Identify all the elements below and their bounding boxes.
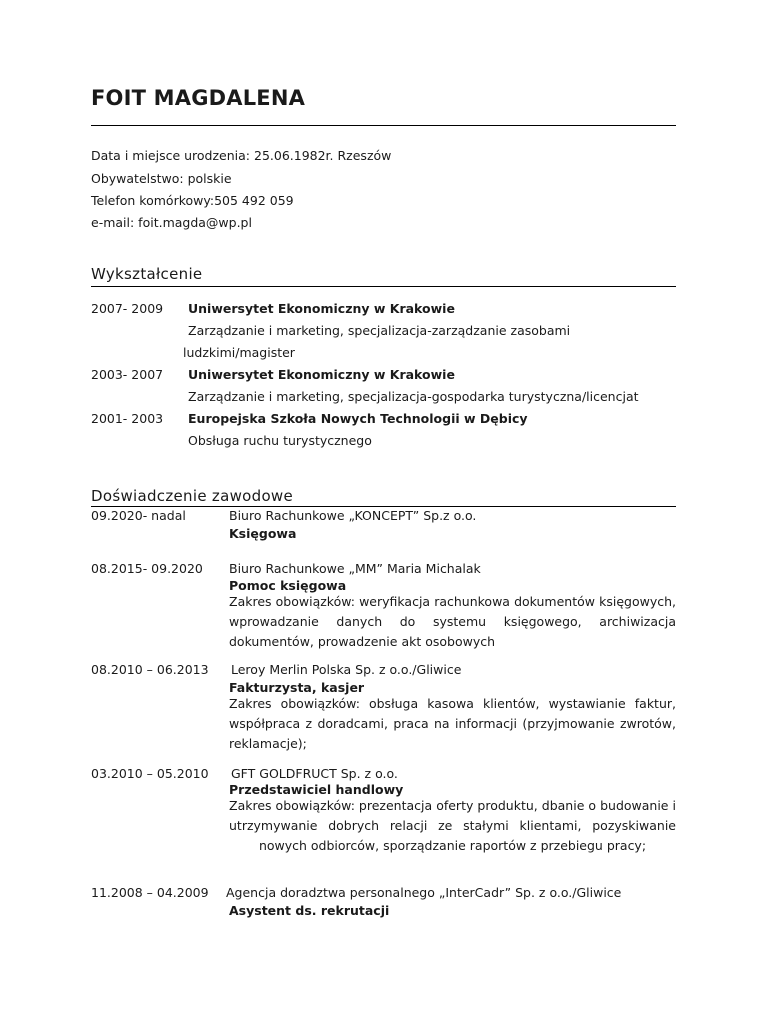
- education-dates: 2003- 2007: [91, 367, 164, 382]
- experience-dates: 08.2010 – 06.2013: [91, 662, 209, 677]
- experience-duties: Zakres obowiązków: obsługa kasowa klientów, wystawianie faktur, współpraca z doradcami, praca na informacji (przyjmowanie zwrotów, reklamacje);: [229, 696, 676, 751]
- experience-dates: 03.2010 – 05.2010: [91, 766, 209, 781]
- birth-info: Data i miejsce urodzenia: 25.06.1982r. Rzeszów: [91, 148, 392, 163]
- experience-company: Biuro Rachunkowe „KONCEPT” Sp.z o.o.: [229, 508, 477, 523]
- education-school: Europejska Szkoła Nowych Technologii w Dębicy: [188, 411, 528, 426]
- experience-position: Księgowa: [229, 526, 297, 541]
- experience-position: Przedstawiciel handlowy: [229, 782, 404, 797]
- experience-position: Pomoc księgowa: [229, 578, 347, 593]
- experience-duties: Zakres obowiązków: weryfikacja rachunkowa dokumentów księgowych, wprowadzanie danych do systemu księgowego, archiwizacja dokumentów, prowadzenie akt osobowych: [229, 594, 676, 649]
- experience-company: GFT GOLDFRUCT Sp. z o.o.: [231, 766, 398, 781]
- education-school: Uniwersytet Ekonomiczny w Krakowie: [188, 367, 455, 382]
- experience-duties: Zakres obowiązków: prezentacja oferty produktu, dbanie o budowanie i utrzymywanie dobrych relacji ze stałymi klientami, pozyskiwanie nowych odbiorców, sporządzanie raportów z przebiegu pracy;: [229, 798, 676, 853]
- email-info: e-mail: foit.magda@wp.pl: [91, 215, 252, 230]
- experience-position: Fakturzysta, kasjer: [229, 680, 365, 695]
- cv-name: FOIT MAGDALENA: [91, 86, 306, 110]
- experience-company: Biuro Rachunkowe „MM” Maria Michalak: [229, 561, 481, 576]
- education-divider: [91, 286, 676, 287]
- experience-dates: 09.2020- nadal: [91, 508, 186, 523]
- education-school: Uniwersytet Ekonomiczny w Krakowie: [188, 301, 455, 316]
- education-dates: 2001- 2003: [91, 411, 164, 426]
- education-detail: Zarządzanie i marketing, specjalizacja-gospodarka turystyczna/licencjat: [188, 389, 639, 404]
- education-detail: Obsługa ruchu turystycznego: [188, 433, 372, 448]
- citizenship-info: Obywatelstwo: polskie: [91, 171, 232, 186]
- education-heading: Wykształcenie: [91, 265, 203, 283]
- header-divider: [91, 125, 676, 126]
- experience-dates: 08.2015- 09.2020: [91, 561, 203, 576]
- experience-position: Asystent ds. rekrutacji: [229, 903, 390, 918]
- education-dates: 2007- 2009: [91, 301, 164, 316]
- experience-company: Agencja doradztwa personalnego „InterCadr” Sp. z o.o./Gliwice: [226, 885, 622, 900]
- experience-company: Leroy Merlin Polska Sp. z o.o./Gliwice: [231, 662, 462, 677]
- phone-info: Telefon komórkowy:505 492 059: [91, 193, 294, 208]
- experience-heading: Doświadczenie zawodowe: [91, 487, 294, 505]
- experience-divider: [91, 506, 676, 507]
- experience-dates: 11.2008 – 04.2009: [91, 885, 209, 900]
- education-detail: ludzkimi/magister: [183, 345, 295, 360]
- education-detail: Zarządzanie i marketing, specjalizacja-zarządzanie zasobami: [188, 323, 571, 338]
